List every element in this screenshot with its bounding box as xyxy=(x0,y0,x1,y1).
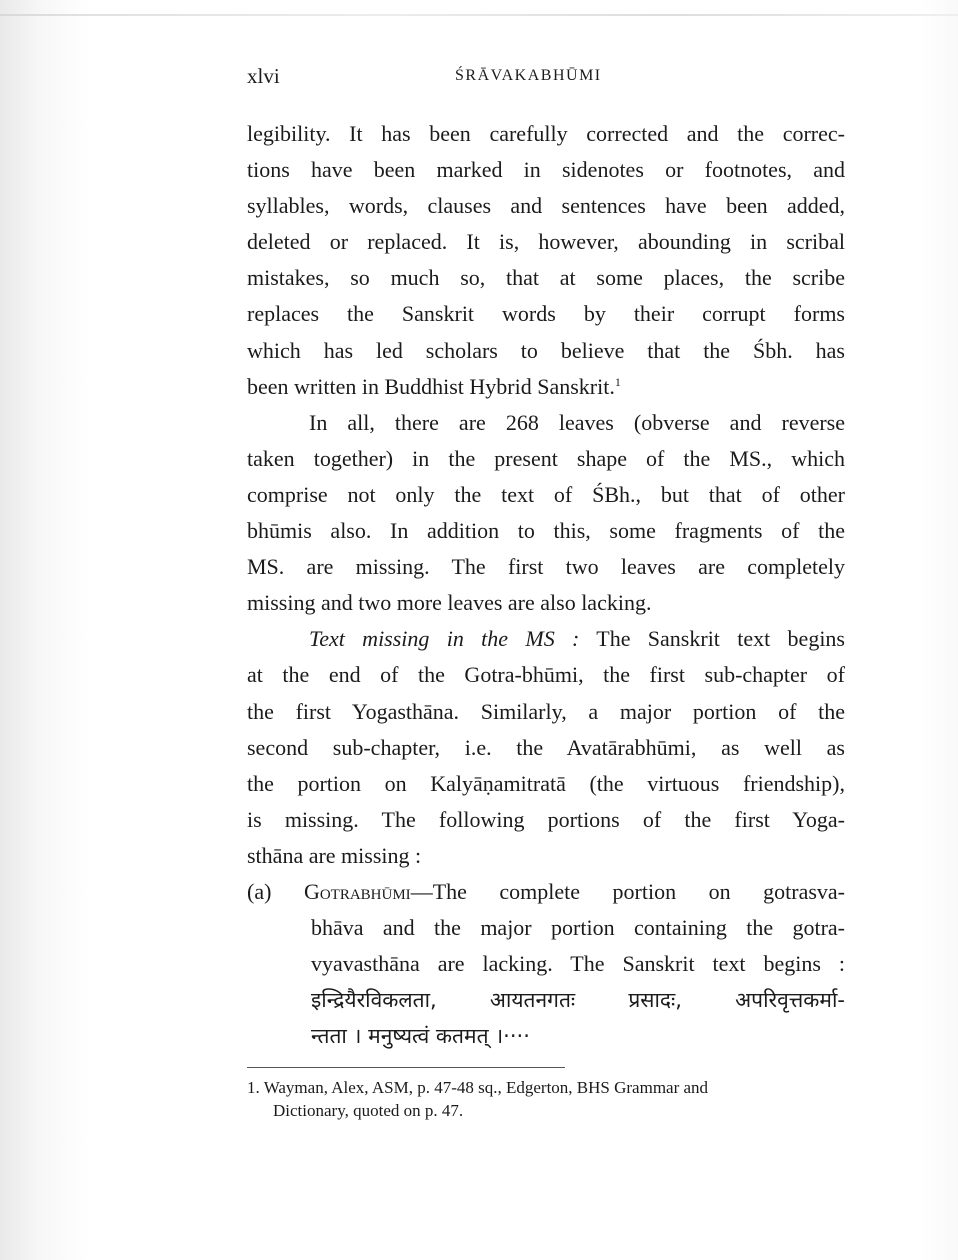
body-text xyxy=(247,116,845,1054)
section-lead: Text missing in the MS : xyxy=(309,626,580,652)
text-line: which has led scholars to believe that the Śbh. has xyxy=(247,337,845,363)
text-line xyxy=(247,621,845,657)
text-line: syllables, words, clauses and sentences have been added, xyxy=(247,193,845,219)
text-line xyxy=(247,369,845,405)
sanskrit-line: न्तता । मनुष्यत्वं कतमत् ।···· xyxy=(311,1024,530,1049)
text-fragment: been written in Buddhist Hybrid Sanskrit. xyxy=(247,373,615,399)
text-line: bhāva and the major portion containing the gotra- xyxy=(311,915,845,941)
text-line: vyavasthāna are lacking. The Sanskrit text begins : xyxy=(311,951,845,977)
footnote-divider xyxy=(247,1067,565,1068)
running-head: ŚRĀVAKABHŪMI xyxy=(455,67,602,84)
text-line: deleted or replaced. It is, however, abounding in scribal xyxy=(247,229,845,255)
text-line: second sub-chapter, i.e. the Avatārabhūmi, as well as xyxy=(247,734,845,760)
text-line: the first Yogasthāna. Similarly, a major portion of the xyxy=(247,698,845,724)
paragraph-2 xyxy=(247,405,845,622)
text-fragment: —The complete portion on gotrasva- xyxy=(410,878,846,904)
list-item-a xyxy=(247,874,845,1054)
text-line xyxy=(247,874,845,910)
footnote-reference: 1 xyxy=(614,374,621,389)
footnote-1: 1. Wayman, Alex, ASM, p. 47-48 sq., Edgerton, BHS Grammar and xyxy=(247,1078,709,1097)
text-line: at the end of the Gotra-bhūmi, the first sub-chapter of xyxy=(247,662,845,688)
sanskrit-line: इन्द्रियैरविकलता, आयतनगतः प्रसादः, अपरिवृत्तकर्मा- xyxy=(311,988,845,1013)
text-line: sthāna are missing : xyxy=(247,842,422,868)
list-marker: (a) xyxy=(247,878,272,904)
text-line: legibility. It has been carefully corrected and the correc- xyxy=(247,121,845,146)
text-line: comprise not only the text of ŚBh., but that of other xyxy=(247,481,845,507)
item-heading: Gotrabhūmi xyxy=(303,878,411,904)
text-line: In all, there are 268 leaves (obverse and reverse xyxy=(309,409,845,435)
text-fragment: The Sanskrit text begins xyxy=(579,626,845,652)
text-line: bhūmis also. In addition to this, some fragments of the xyxy=(247,518,845,544)
footnote-1-continued: Dictionary, quoted on p. 47. xyxy=(273,1101,464,1120)
text-line: the portion on Kalyāṇamitratā (the virtuous friendship), xyxy=(247,770,845,796)
page-header xyxy=(247,64,847,94)
paragraph-1 xyxy=(247,116,845,405)
text-line: tions have been marked in sidenotes or footnotes, and xyxy=(247,157,845,183)
text-line: taken together) in the present shape of the MS., which xyxy=(247,445,845,471)
footnotes xyxy=(247,1076,857,1122)
text-line: mistakes, so much so, that at some places, the scribe xyxy=(247,265,845,291)
text-line: MS. are missing. The first two leaves are completely xyxy=(247,554,845,580)
scan-edge xyxy=(0,14,958,16)
text-line: replaces the Sanskrit words by their corrupt forms xyxy=(247,301,845,327)
page-number: xlvi xyxy=(247,64,280,88)
paragraph-3 xyxy=(247,621,845,874)
text-line: missing and two more leaves are also lacking. xyxy=(247,590,652,616)
text-line: is missing. The following portions of the first Yoga- xyxy=(247,806,845,832)
